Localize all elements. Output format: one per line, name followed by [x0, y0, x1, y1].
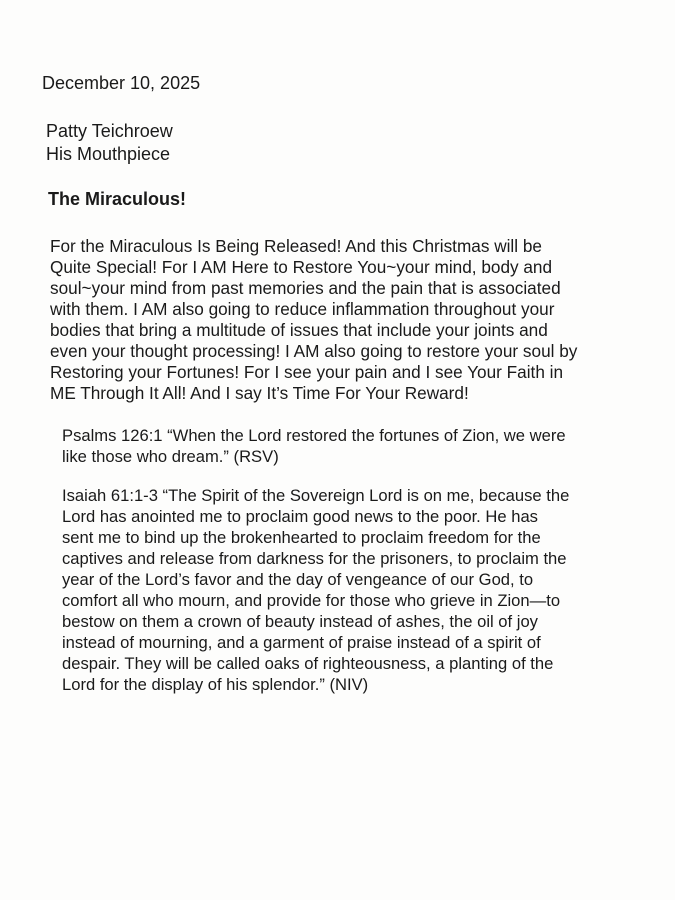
message-line: Quite Special! For I AM Here to Restore You~your mind, body and: [50, 257, 553, 277]
isaiah-quote-line: instead of mourning, and a garment of praise instead of a spirit of: [62, 633, 541, 652]
isaiah-quote-line: captives and release from darkness for the prisoners, to proclaim the: [62, 549, 567, 568]
isaiah-quote-line: Isaiah 61:1-3 “The Spirit of the Sovereign Lord is on me, because the: [62, 486, 570, 505]
psalms-quote-line: Psalms 126:1 “When the Lord restored the fortunes of Zion, we were: [62, 426, 566, 445]
message-line: ME Through It All! And I say It’s Time For Your Reward!: [50, 383, 469, 403]
message-line: bodies that bring a multitude of issues that include your joints and: [50, 320, 548, 340]
isaiah-quote-line: year of the Lord’s favor and the day of vengeance of our God, to: [62, 570, 534, 589]
message-line: soul~your mind from past memories and the pain that is associated: [50, 278, 561, 298]
isaiah-quote-line: Lord for the display of his splendor.” (NIV): [62, 675, 369, 694]
author-role: His Mouthpiece: [46, 144, 171, 164]
author-name: Patty Teichroew: [46, 121, 173, 141]
isaiah-quote-line: despair. They will be called oaks of righteousness, a planting of the: [62, 654, 554, 673]
letter-date: December 10, 2025: [42, 73, 201, 93]
isaiah-quote-line: sent me to bind up the brokenhearted to proclaim freedom for the: [62, 528, 541, 547]
letter-title: The Miraculous!: [48, 189, 187, 209]
message-line: Restoring your Fortunes! For I see your pain and I see Your Faith in: [50, 362, 564, 382]
message-line: with them. I AM also going to reduce inflammation throughout your: [50, 299, 555, 319]
isaiah-quote-line: bestow on them a crown of beauty instead of ashes, the oil of joy: [62, 612, 538, 631]
isaiah-quote-line: Lord has anointed me to proclaim good news to the poor. He has: [62, 507, 538, 526]
message-line: even your thought processing! I AM also going to restore your soul by: [50, 341, 578, 361]
isaiah-quote-line: comfort all who mourn, and provide for those who grieve in Zion—to: [62, 591, 561, 610]
message-line: For the Miraculous Is Being Released! And this Christmas will be: [50, 236, 542, 256]
psalms-quote-line: like those who dream.” (RSV): [62, 447, 279, 466]
